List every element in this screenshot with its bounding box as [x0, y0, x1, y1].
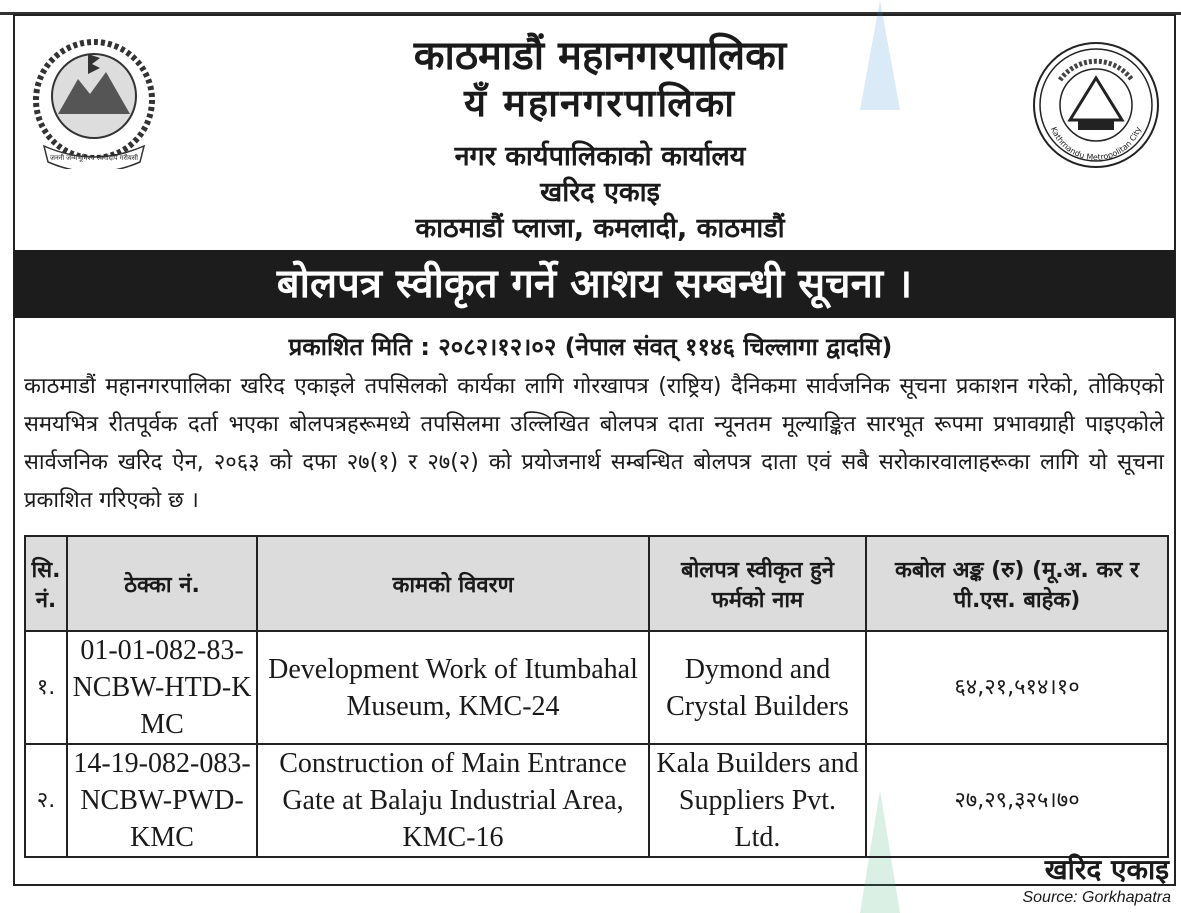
- emblem-motto: जननी जन्मभूमिश्च स्वर्गादपि गरीयसी: [50, 154, 143, 162]
- cell-amount: ६४,२१,५१४।१०: [866, 631, 1168, 744]
- cell-contract-no: 14-19-082-083-NCBW-PWD-KMC: [67, 744, 257, 857]
- col-firm: बोलपत्र स्वीकृत हुने फर्मको नाम: [649, 536, 866, 631]
- table-header-row: [25, 536, 1168, 631]
- bid-table: [24, 535, 1169, 858]
- seal-text: Kathmandu Metropolitan City: [1048, 125, 1144, 163]
- col-amount: कबोल अङ्क (रु) (मू.अ. कर र पी.एस. बाहेक): [866, 536, 1168, 631]
- cell-sn: १.: [25, 631, 67, 744]
- org-title: काठमाडौं महानगरपालिका: [413, 33, 787, 79]
- table-row: [25, 631, 1168, 744]
- address: काठमाडौं प्लाजा, कमलादी, काठमाडौं: [415, 213, 785, 244]
- nepal-emblem-logo: [28, 34, 160, 169]
- col-contract-no: ठेक्का नं.: [67, 536, 257, 631]
- cell-description: Development Work of Itumbahal Museum, KMC-24: [257, 631, 649, 744]
- source-credit: Source: Gorkhapatra: [1022, 889, 1171, 906]
- cell-contract-no: 01-01-082-83-NCBW-HTD-KMC: [67, 631, 257, 744]
- unit-name: खरिद एकाइ: [540, 177, 660, 208]
- notice-body: काठमाडौं महानगरपालिका खरिद एकाइले तपसिलको कार्यका लागि गोरखापत्र (राष्ट्रिय) दैनिकमा सार्वजनिक सूचना प्रकाशन गरेको, तोकिएको समयभित्र रीतपूर्वक दर्ता भएका बोलपत्रहरूमध्ये तपसिलमा उल्लिखित बोलपत्र दाता न्यूनतम मूल्याङ्कित सारभूत रूपमा प्रभावग्राही पाइएकोले सार्वजनिक खरिद ऐन, २०६३ को दफा २७(१) र २७(२) को प्रयोजनार्थ सम्बन्धित बोलपत्र दाता एवं सबै सरोकारवालाहरूका लागि यो सूचना प्रकाशित गरिएको छ ।: [24, 374, 1164, 513]
- col-sn: सि. नं.: [25, 536, 67, 631]
- cell-firm: Kala Builders and Suppliers Pvt. Ltd.: [649, 744, 866, 857]
- notice-title-banner: बोलपत्र स्वीकृत गर्ने आशय सम्बन्धी सूचना ।: [14, 250, 1175, 318]
- cell-description: Construction of Main Entrance Gate at Balaju Industrial Area, KMC-16: [257, 744, 649, 857]
- col-description: कामको विवरण: [257, 536, 649, 631]
- table-row: [25, 744, 1168, 857]
- kmc-seal-logo: [1030, 40, 1162, 170]
- office-name: नगर कार्यपालिकाको कार्यालय: [454, 141, 746, 172]
- published-date: प्रकाशित मिति : २०८२।१२।०२ (नेपाल संवत् ११४६ चिल्लागा द्वादसि): [288, 333, 893, 361]
- cell-sn: २.: [25, 744, 67, 857]
- org-title-newari: यँ महानगरपालिका: [463, 81, 737, 125]
- signature-unit: खरिद एकाइ: [1044, 853, 1169, 886]
- cell-firm: Dymond and Crystal Builders: [649, 631, 866, 744]
- cell-amount: २७,२९,३२५।७०: [866, 744, 1168, 857]
